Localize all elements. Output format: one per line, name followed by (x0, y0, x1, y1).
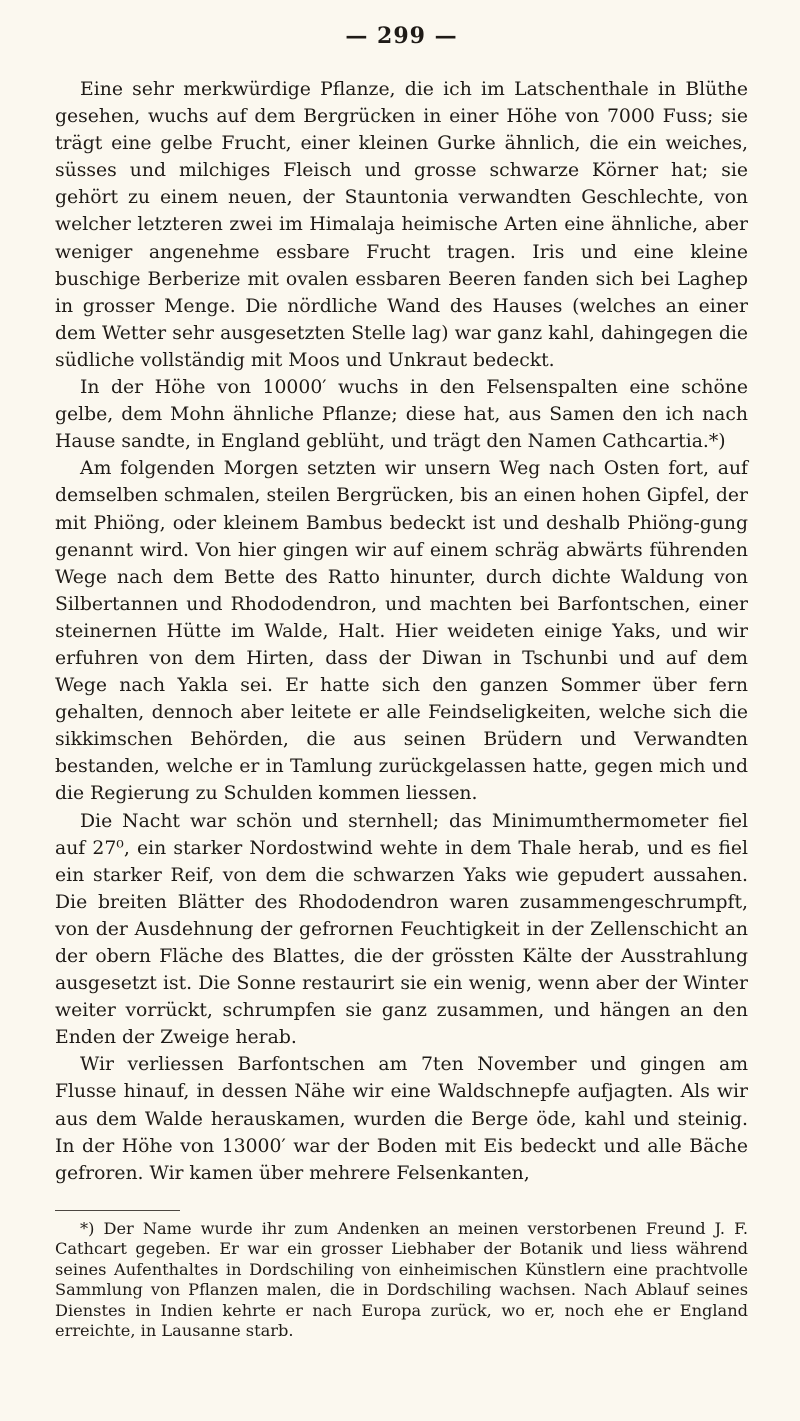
page-number: — 299 — (345, 23, 458, 49)
paragraph-5: Wir verliessen Barfontschen am 7ten November und gingen am Flusse hinauf, in dessen Nähe wir eine Waldschnepfe aufjagten. Als wir aus dem Walde herauskamen, wurden die Berge öde, kahl und steinig. In der Höhe von 13000′ war der Boden mit Eis bedeckt und alle Bäche gefroren. Wir kamen über mehrere Felsenkanten, (55, 1054, 748, 1184)
paragraph-4: Die Nacht war schön und sternhell; das Minimumthermometer fiel auf 27⁰, ein starker Nordostwind wehte in dem Thale herab, und es fiel ein starker Reif, von dem die schwarzen Yaks wie gepudert aussahen. Die breiten Blätter des Rhododendron waren zusammengeschrumpft, von der Ausdehnung der gefrornen Feuchtigkeit in der Zellenschicht an der obern Fläche des Blattes, die der grössten Kälte der Ausstrahlung ausgesetzt ist. Die Sonne restaurirt sie ein wenig, wenn aber der Winter weiter vorrückt, schrumpfen sie ganz zusammen, und hängen an den Enden der Zweige herab. (55, 810, 748, 1049)
paragraph-3: Am folgenden Morgen setzten wir unsern Weg nach Osten fort, auf demselben schmalen, steilen Bergrücken, bis an einen hohen Gipfel, der mit Phiöng, oder kleinem Bambus bedeckt ist und deshalb Phiöng-gung genannt wird. Von hier gingen wir auf einem schräg abwärts führenden Wege nach dem Bette des Ratto hinunter, durch dichte Waldung von Silbertannen und Rhododendron, und machten bei Barfontschen, einer steinernen Hütte im Walde, Halt. Hier weideten einige Yaks, und wir erfuhren von dem Hirten, dass der Diwan in Tschunbi und auf dem Wege nach Yakla sei. Er hatte sich den ganzen Sommer über fern gehalten, dennoch aber leitete er alle Feindseligkeiten, welche sich die sikkimschen Behörden, die aus seinen Brüdern und Verwandten bestanden, welche er in Tamlung zurückgelassen hatte, gegen mich und die Regierung zu Schulden kommen liessen. (55, 458, 748, 805)
paragraph-2: In der Höhe von 10000′ wuchs in den Felsenspalten eine schöne gelbe, dem Mohn ähnliche Pflanze; diese hat, aus Samen den ich nach Hause sandte, in England geblüht, und trägt den Namen Cathcartia.*) (55, 377, 748, 453)
paragraph-1: Eine sehr merkwürdige Pflanze, die ich im Latschenthale in Blüthe gesehen, wuchs auf dem Bergrücken in einer Höhe von 7000 Fuss; sie trägt eine gelbe Frucht, einer kleinen Gurke ähnlich, die ein weiches, süsses und milchiges Fleisch und grosse schwarze Körner hat; sie gehört zu einem neuen, der Stauntonia verwandten Geschlechte, von welcher letzteren zwei im Himalaja heimische Arten eine ähnliche, aber weniger angenehme essbare Frucht tragen. Iris und eine kleine buschige Berberize mit ovalen essbaren Beeren fanden sich bei Laghep in grosser Menge. Die nördliche Wand des Hauses (welches an einer dem Wetter sehr ausgesetzten Stelle lag) war ganz kahl, dahingegen die südliche vollständig mit Moos und Unkraut bedeckt. (55, 79, 748, 371)
body-text (55, 76, 748, 1187)
footnote-text: Der Name wurde ihr zum Andenken an meinen verstorbenen Freund J. F. Cathcart gegeben. Er war ein grosser Liebhaber der Botanik und liess während seines Aufenthaltes in Dordschiling von einheimischen Künstlern eine prachtvolle Sammlung von Pflanzen malen, die in Dordschiling wachsen. Nach Ablauf seines Dienstes in Indien kehrte er nach Europa zurück, wo er, noch ehe er England erreichte, in Lausanne starb. (55, 1218, 748, 1341)
footnote-separator (55, 1210, 180, 1211)
footnote (55, 1219, 748, 1342)
footnote-mark: *) (80, 1218, 95, 1238)
